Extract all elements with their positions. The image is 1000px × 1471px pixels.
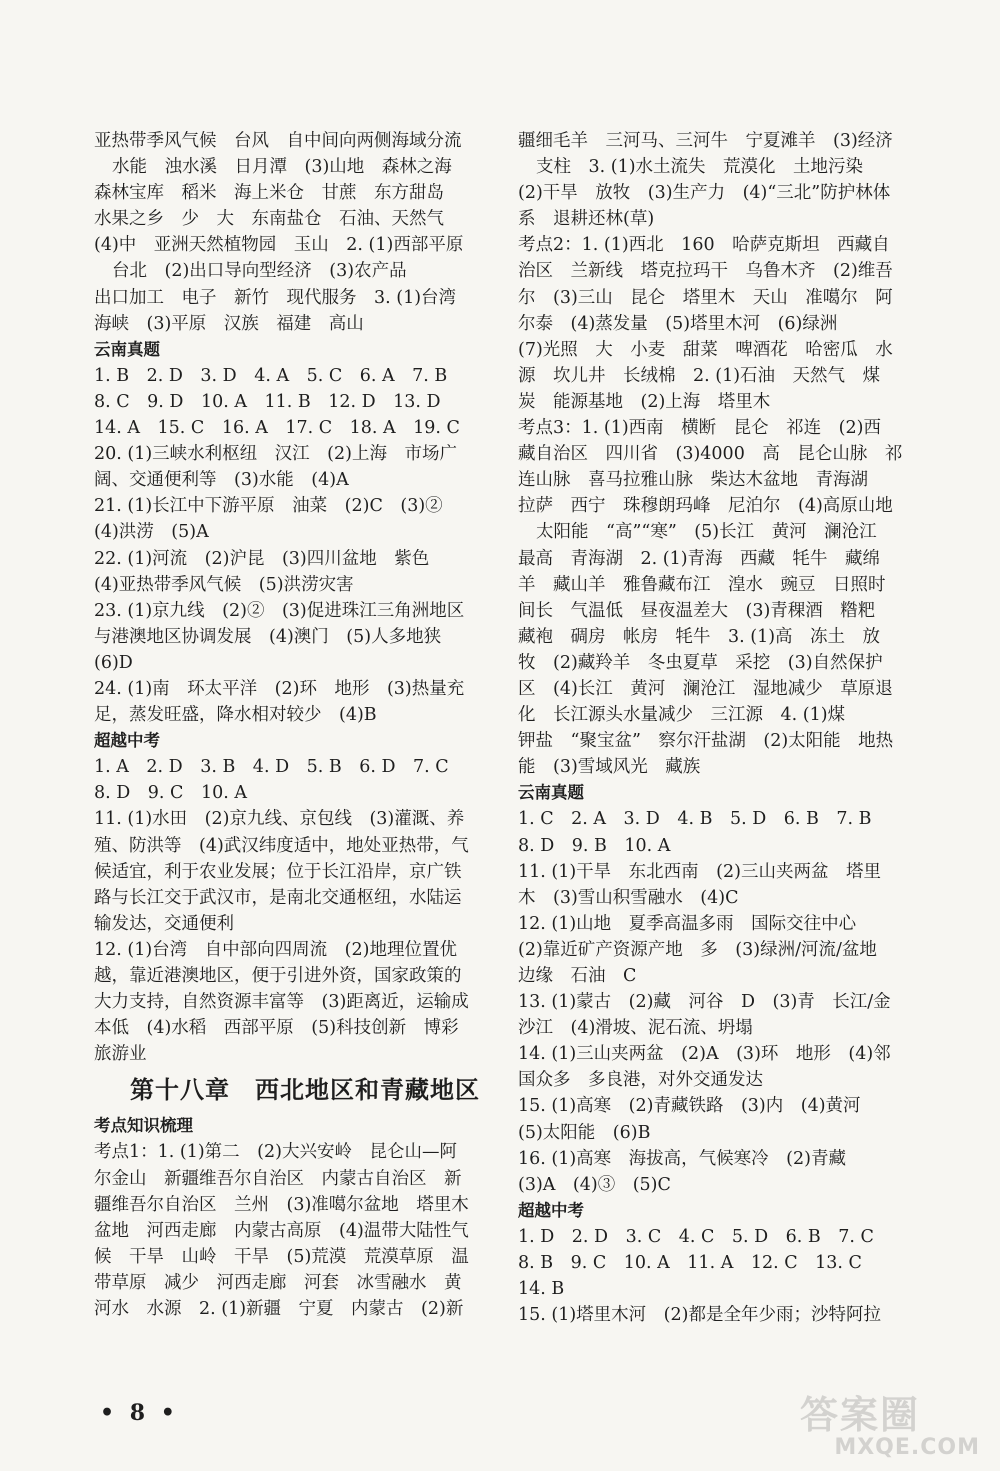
answer-line: 尔 (3)三山 昆仑 塔里木 天山 准噶尔 阿 (518, 287, 893, 308)
answer-line: 考点3：1. (1)西南 横断 昆仑 祁连 (2)西 (518, 418, 881, 439)
answer-line: (6)D (94, 652, 133, 673)
answer-line: 1. A 2. D 3. B 4. D 5. B 6. D 7. C (94, 757, 449, 778)
answer-line: 8. C 9. D 10. A 11. B 12. D 13. D (94, 391, 441, 412)
answer-line: 14. A 15. C 16. A 17. C 18. A 19. C (94, 418, 460, 439)
answer-line: 候 干旱 山岭 干旱 (5)荒漠 荒漠草原 温 (94, 1246, 469, 1267)
answer-line: 木 (3)雪山积雪融水 (4)C (518, 887, 739, 908)
answer-line: 候适宜，利于农业发展；位于长江沿岸，京广铁 (94, 861, 462, 882)
answer-line: 11. (1)水田 (2)京九线、京包线 (3)灌溉、养 (94, 809, 465, 830)
answer-line: 台北 (2)出口导向型经济 (3)农产品 (112, 261, 407, 282)
section-heading: 云南真题 (518, 783, 584, 803)
answer-line: 炭 能源基地 (2)上海 塔里木 (518, 391, 771, 412)
answer-line: 太阳能 “高”“寒” (5)长江 黄河 澜沧江 (536, 522, 877, 543)
answer-line: 沙江 (4)滑坡、泥石流、坍塌 (518, 1018, 753, 1039)
section-heading: 考点知识梳理 (94, 1116, 193, 1136)
answer-line: 河水 水源 2. (1)新疆 宁夏 内蒙古 (2)新 (94, 1299, 464, 1320)
answer-line: 海峡 (3)平原 汉族 福建 高山 (94, 313, 364, 334)
answer-line: 与港澳地区协调发展 (4)澳门 (5)人多地狭 (94, 626, 442, 647)
answer-line: 国众多 多良港，对外交通发达 (518, 1070, 763, 1091)
answer-line: (5)太阳能 (6)B (518, 1122, 651, 1143)
answer-line: 足，蒸发旺盛，降水相对较少 (4)B (94, 705, 377, 726)
answer-line: 疆细毛羊 三河马、三河牛 宁夏滩羊 (3)经济 (518, 131, 893, 151)
answer-line: 12. (1)山地 夏季高温多雨 国际交往中心 (518, 913, 857, 934)
answer-line: 亚热带季风气候 台风 自中间向两侧海域分流 (94, 131, 462, 151)
answer-line: (3)A (4)③ (5)C (518, 1174, 671, 1195)
answer-line: 22. (1)河流 (2)沪昆 (3)四川盆地 紫色 (94, 548, 430, 569)
answer-line: 考点1：1. (1)第二 (2)大兴安岭 昆仑山—阿 (94, 1142, 457, 1163)
answer-line: 20. (1)三峡水利枢纽 汉江 (2)上海 市场广 (94, 444, 457, 465)
answer-line: 治区 兰新线 塔克拉玛干 乌鲁木齐 (2)维吾 (518, 261, 893, 282)
answer-line: 森林宝库 稻米 海上米仓 甘蔗 东方甜岛 (94, 183, 444, 204)
answer-line: 区 (4)长江 黄河 澜沧江 湿地减少 草原退 (518, 678, 893, 699)
answer-line: 1. C 2. A 3. D 4. B 5. D 6. B 7. B (518, 809, 872, 830)
watermark-url: MXQE.COM (834, 1435, 980, 1460)
answer-line: 考点2：1. (1)西北 160 哈萨克斯坦 西藏自 (518, 235, 890, 256)
answer-line: 旅游业 (94, 1044, 147, 1065)
answer-line: 间长 气温低 昼夜温差大 (3)青稞酒 糌粑 (518, 600, 876, 621)
answer-line: 源 坎儿井 长绒棉 2. (1)石油 天然气 煤 (518, 365, 881, 386)
left-column (94, 128, 494, 1322)
answer-line: 藏自治区 四川省 (3)4000 高 昆仑山脉 祁 (518, 444, 903, 465)
answer-line: 水能 浊水溪 日月潭 (3)山地 森林之海 (112, 157, 452, 178)
answer-line: 疆维吾尔自治区 兰州 (3)准噶尔盆地 塔里木 (94, 1194, 469, 1215)
answer-line: 尔金山 新疆维吾尔自治区 内蒙古自治区 新 (94, 1168, 462, 1189)
answer-line: (7)光照 大 小麦 甜菜 啤酒花 哈密瓜 水 (518, 339, 893, 360)
answer-line: 边缘 石油 C (518, 966, 637, 986)
right-column (518, 128, 914, 1328)
answer-line: (4)亚热带季风气候 (5)洪涝灾害 (94, 574, 354, 595)
answer-line: 拉萨 西宁 珠穆朗玛峰 尼泊尔 (4)高原山地 (518, 496, 893, 517)
answer-line: 14. B (518, 1279, 565, 1300)
watermark-text: 答案圈 (800, 1393, 921, 1437)
answer-line: 8. D 9. B 10. A (518, 835, 671, 856)
answer-line: 1. D 2. D 3. C 4. C 5. D 6. B 7. C (518, 1226, 874, 1247)
answer-line: 藏袍 碉房 帐房 牦牛 3. (1)高 冻土 放 (518, 626, 881, 647)
answer-line: 化 长江源头水量减少 三江源 4. (1)煤 (518, 705, 846, 726)
answer-line: 钾盐 “聚宝盆” 察尔汗盐湖 (2)太阳能 地热 (518, 731, 894, 752)
answer-line: 21. (1)长江中下游平原 油菜 (2)C (3)② (94, 496, 443, 517)
answer-line: 8. B 9. C 10. A 11. A 12. C 13. C (518, 1253, 862, 1274)
answer-line: 越，靠近港澳地区，便于引进外资，国家政策的 (94, 966, 462, 986)
answer-line: 8. D 9. C 10. A (94, 783, 247, 804)
answer-line: 连山脉 喜马拉雅山脉 柴达木盆地 青海湖 (518, 470, 868, 491)
section-heading: 云南真题 (94, 339, 160, 359)
answer-line: 16. (1)高寒 海拔高，气候寒冷 (2)青藏 (518, 1148, 846, 1169)
answer-line: 本低 (4)水稻 西部平原 (5)科技创新 博彩 (94, 1018, 459, 1039)
answer-line: 路与长江交于武汉市，是南北交通枢纽，水陆运 (94, 887, 462, 908)
answer-line: 12. (1)台湾 自中部向四周流 (2)地理位置优 (94, 939, 457, 960)
answer-line: (2)干旱 放牧 (3)生产力 (4)“三北”防护林体 (518, 183, 891, 204)
answer-line: (2)靠近矿产资源产地 多 (3)绿洲/河流/盆地 (518, 939, 877, 960)
answer-line: 15. (1)塔里木河 (2)都是全年少雨；沙特阿拉 (518, 1305, 881, 1326)
answer-line: 14. (1)三山夹两盆 (2)A (3)环 地形 (4)邻 (518, 1044, 891, 1065)
answer-line: 牧 (2)藏羚羊 冬虫夏草 采挖 (3)自然保护 (518, 652, 883, 673)
answer-line: 11. (1)干旱 东北西南 (2)三山夹两盆 塔里 (518, 861, 881, 882)
answer-line: 15. (1)高寒 (2)青藏铁路 (3)内 (4)黄河 (518, 1096, 861, 1117)
section-heading: 超越中考 (94, 731, 160, 751)
answer-line: 24. (1)南 环太平洋 (2)环 地形 (3)热量充 (94, 678, 465, 699)
answer-line: 1. B 2. D 3. D 4. A 5. C 6. A 7. B (94, 365, 448, 386)
watermark-logo (800, 1395, 990, 1465)
section-heading: 超越中考 (518, 1200, 584, 1220)
answer-line: 能 (3)雪域风光 藏族 (518, 757, 701, 778)
answer-line: 最高 青海湖 2. (1)青海 西藏 牦牛 藏绵 (518, 548, 881, 569)
answer-line: 羊 藏山羊 雅鲁藏布江 湟水 豌豆 日照时 (518, 574, 886, 595)
answer-line: 阔、交通便利等 (3)水能 (4)A (94, 470, 349, 491)
answer-line: 支柱 3. (1)水土流失 荒漠化 土地污染 (536, 157, 864, 178)
answer-line: 带草原 减少 河西走廊 河套 冰雪融水 黄 (94, 1272, 462, 1293)
answer-line: 出口加工 电子 新竹 现代服务 3. (1)台湾 (94, 287, 457, 308)
page-number: • 8 • (100, 1400, 179, 1426)
answer-line: 殖、防洪等 (4)武汉纬度适中，地处亚热带，气 (94, 835, 469, 856)
answer-line: 大力支持，自然资源丰富等 (3)距离近，运输成 (94, 992, 469, 1013)
answer-line: 盆地 河西走廊 内蒙古高原 (4)温带大陆性气 (94, 1220, 469, 1241)
answer-line: 输发达，交通便利 (94, 913, 234, 934)
answer-line: 水果之乡 少 大 东南盐仓 石油、天然气 (94, 209, 444, 230)
answer-line: (4)中 亚洲天然植物园 玉山 2. (1)西部平原 (94, 235, 464, 256)
answer-line: (4)洪涝 (5)A (94, 522, 209, 543)
answer-line: 尔泰 (4)蒸发量 (5)塔里木河 (6)绿洲 (518, 313, 838, 334)
answer-line: 13. (1)蒙古 (2)藏 河谷 D (3)青 长江/金 (518, 992, 891, 1013)
chapter-title: 第十八章 西北地区和青藏地区 (130, 1075, 480, 1105)
answer-line: 23. (1)京九线 (2)② (3)促进珠江三角洲地区 (94, 600, 465, 621)
answer-line: 系 退耕还林(草) (518, 209, 655, 230)
